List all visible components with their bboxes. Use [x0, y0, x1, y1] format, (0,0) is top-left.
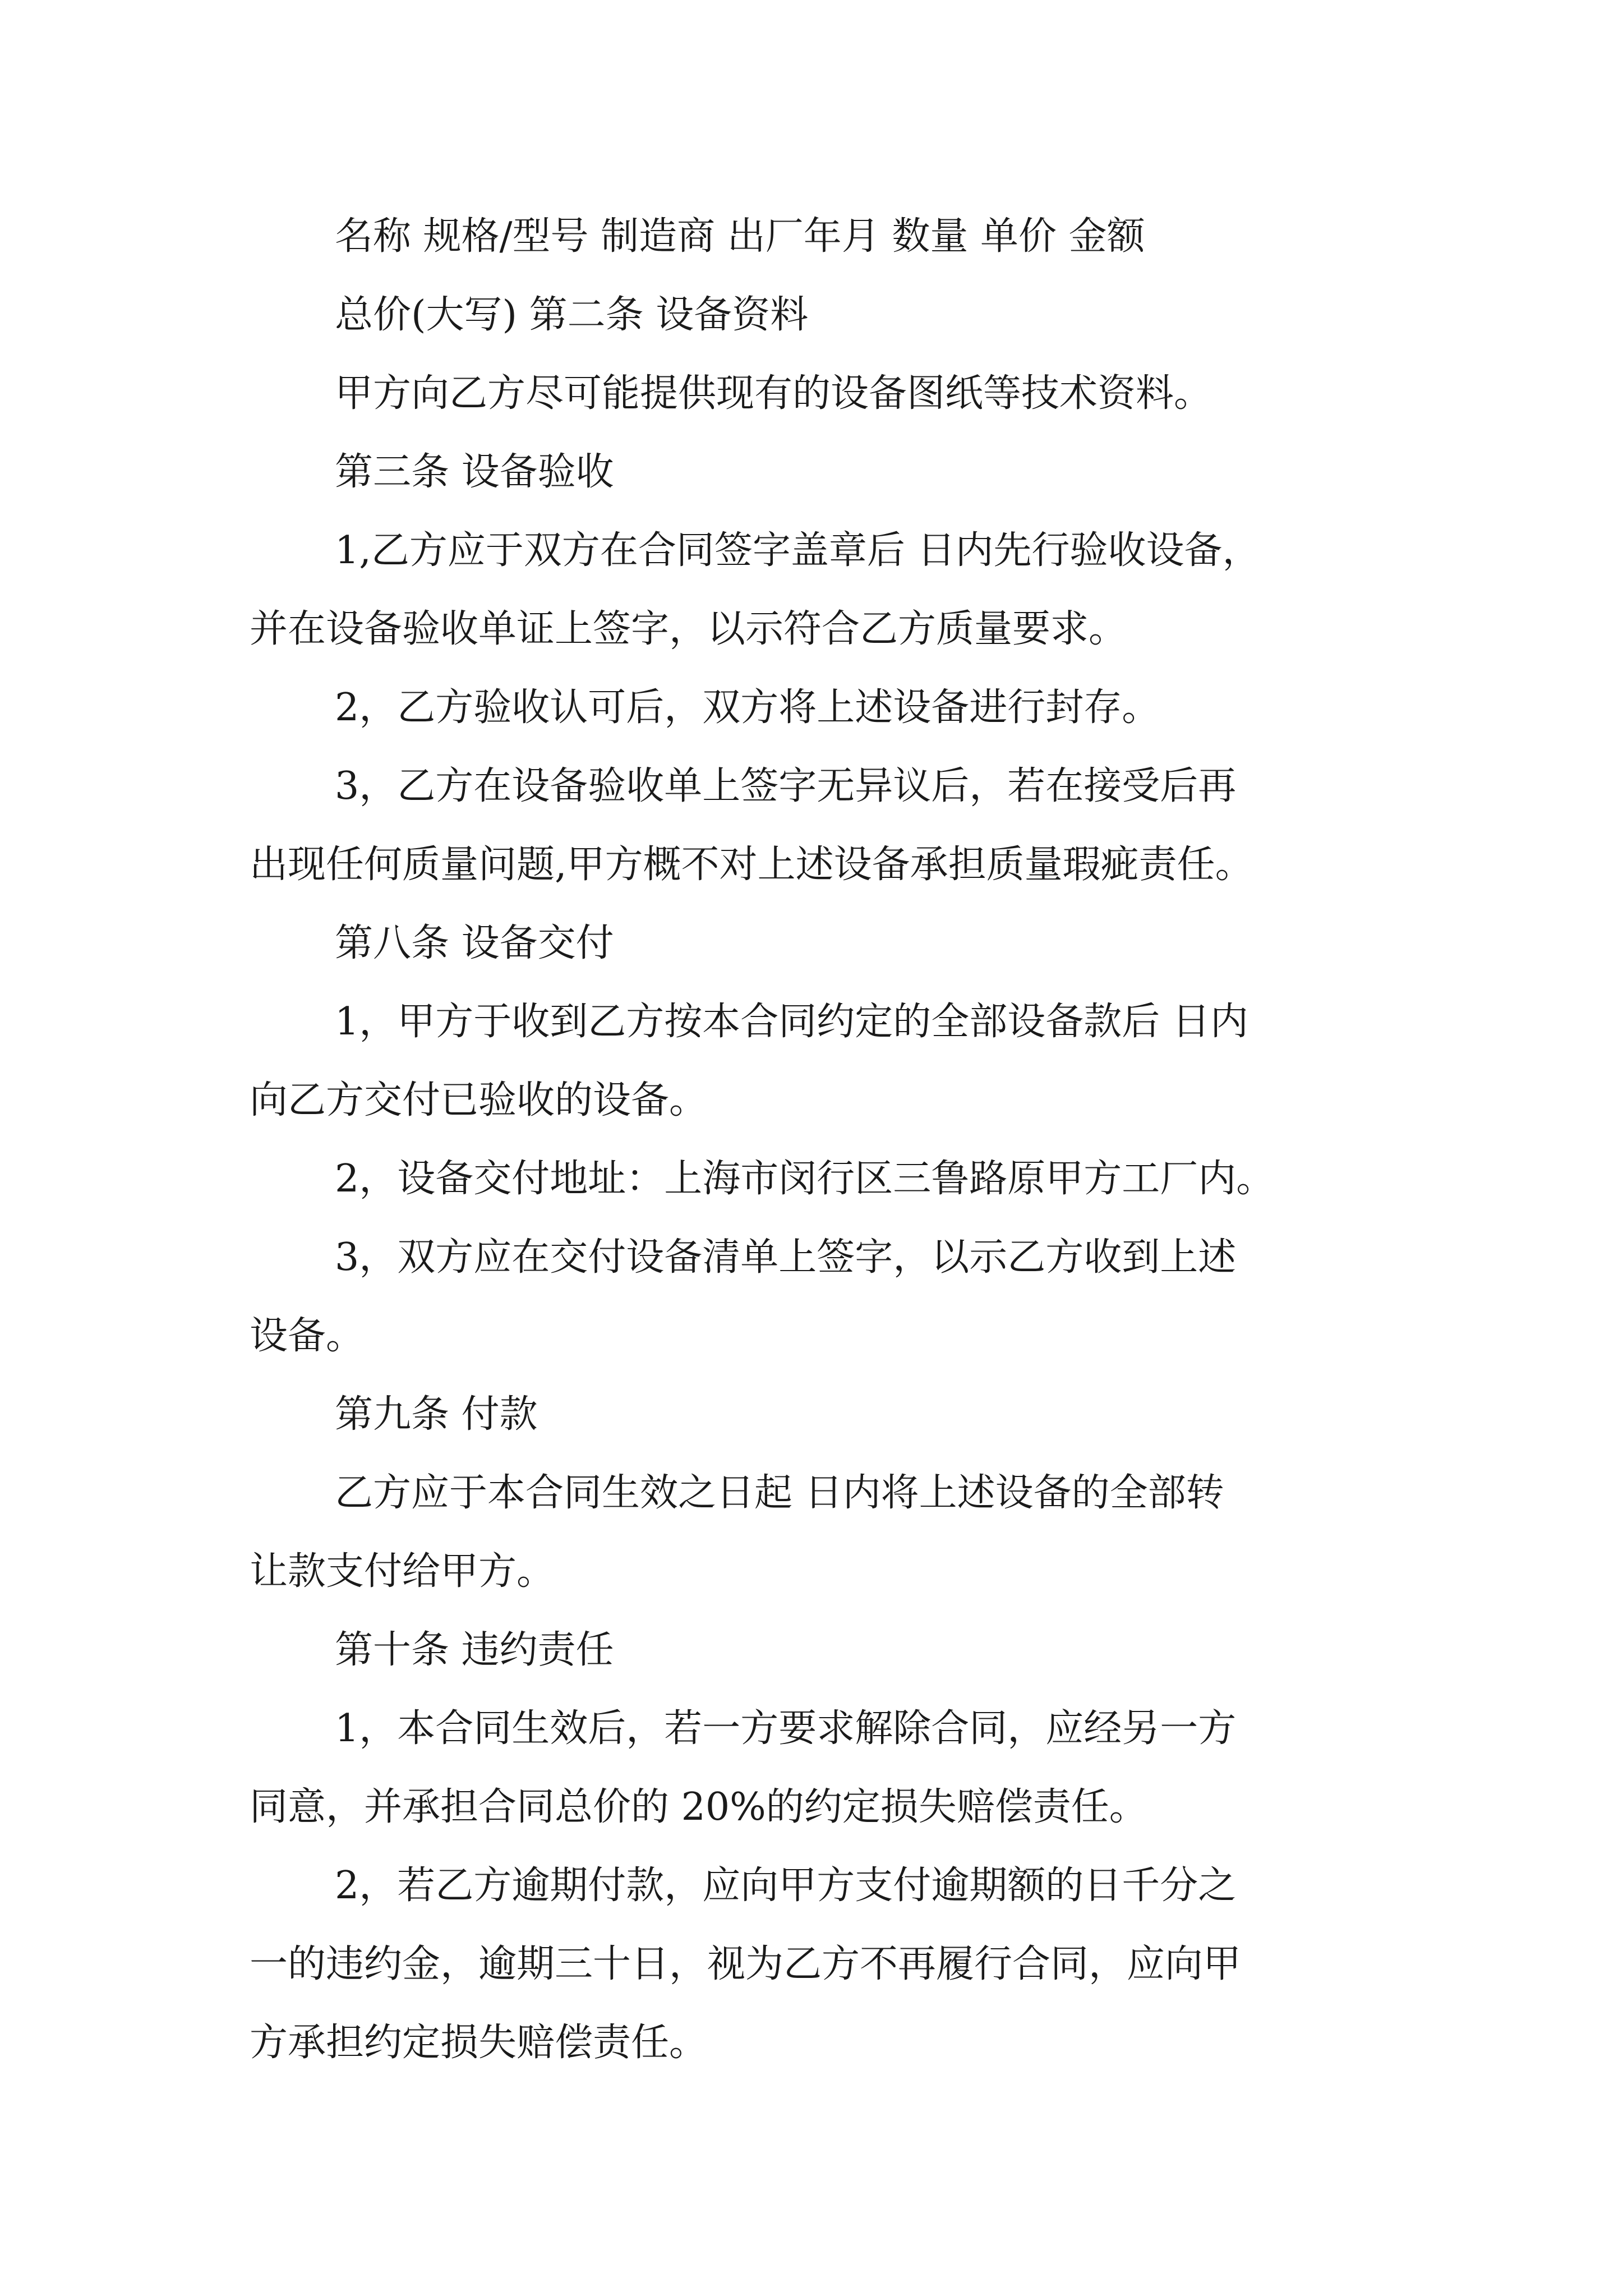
- paragraph-line: 一的违约金，逾期三十日，视为乙方不再履行合同，应向甲: [250, 1942, 1242, 1986]
- section-heading-article-3: 第三条 设备验收: [335, 450, 614, 494]
- paragraph-line: 让款支付给甲方。: [250, 1549, 555, 1594]
- contract-body: [250, 197, 1416, 2082]
- section-heading-article-10: 第十条 违约责任: [335, 1628, 614, 1672]
- paragraph-line: 2，若乙方逾期付款，应向甲方支付逾期额的日千分之: [335, 1864, 1237, 1908]
- paragraph-line: 2，设备交付地址：上海市闵行区三鲁路原甲方工厂内。: [335, 1157, 1275, 1201]
- paragraph-line: 并在设备验收单证上签字，以示符合乙方质量要求。: [250, 607, 1127, 651]
- paragraph-line: 同意，并承担合同总价的 20%的约定损失赔偿责任。: [250, 1785, 1147, 1829]
- paragraph-line: 1，甲方于收到乙方按本合同约定的全部设备款后 日内: [335, 1000, 1248, 1044]
- paragraph-line: 3，乙方在设备验收单上签字无异议后，若在接受后再: [335, 764, 1237, 808]
- paragraph-line: 乙方应于本合同生效之日起 日内将上述设备的全部转: [335, 1471, 1224, 1515]
- section-heading-article-9: 第九条 付款: [335, 1392, 538, 1437]
- paragraph-line: 甲方向乙方尽可能提供现有的设备图纸等技术资料。: [335, 371, 1212, 416]
- paragraph-line: 1，本合同生效后，若一方要求解除合同，应经另一方: [335, 1706, 1237, 1751]
- equipment-table-header-line: 名称 规格/型号 制造商 出厂年月 数量 单价 金额: [335, 214, 1145, 259]
- total-price-line: 总价(大写) 第二条 设备资料: [335, 293, 809, 337]
- section-heading-article-8: 第八条 设备交付: [335, 921, 614, 965]
- paragraph-line: 方承担约定损失赔偿责任。: [250, 2021, 708, 2065]
- paragraph-line: 3，双方应在交付设备清单上签字，以示乙方收到上述: [335, 1235, 1237, 1280]
- paragraph-line: 2，乙方验收认可后，双方将上述设备进行封存。: [335, 685, 1160, 730]
- paragraph-line: 向乙方交付已验收的设备。: [250, 1078, 708, 1122]
- paragraph-line: 出现任何质量问题,甲方概不对上述设备承担质量瑕疵责任。: [250, 843, 1253, 887]
- paragraph-line: 1,乙方应于双方在合同签字盖章后 日内先行验收设备，: [335, 528, 1261, 573]
- paragraph-line: 设备。: [250, 1314, 365, 1358]
